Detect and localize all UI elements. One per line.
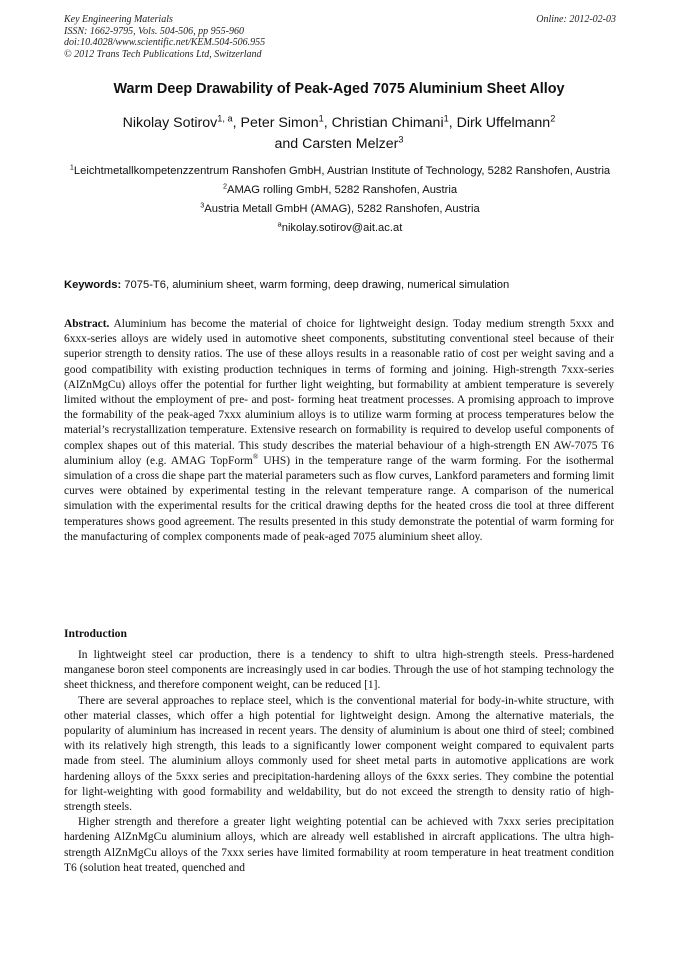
- keywords-text: 7075-T6, aluminium sheet, warm forming, deep drawing, numerical simulation: [121, 279, 510, 291]
- email-text: nikolay.sotirov@ait.ac.at: [281, 222, 403, 234]
- affiliations: [64, 164, 616, 236]
- abstract-text-1: Aluminium has become the material of choice for lightweight design. Today medium strength 5xxx and 6xxx-series alloys are widely used in automotive sheet components, substituting conventional steel because of their superior strength to density ratios. The use of these alloys results in a reasonable ratio of cost per weight saving and a good compatibility with existing production techniques in terms of forming and joining. High-strength 7xxx-series (AlZnMgCu) alloys offer the potential for further light weighting, but formability at ambient temperature is severely limited without the employment of pre- and post- forming heat treatment processes. A promising approach to improve the formability of the peak-aged 7xxx aluminium alloys is to utilize warm forming at process temperatures below the material’s recrystallization temperature. Extensive research on formability is required to develop useful components of complex shapes out of this material. This study describes the material behaviour of a high-strength EN AW-7075 T6 aluminium alloy (e.g. AMAG TopForm: [64, 318, 614, 467]
- author-sup: 1: [318, 113, 324, 124]
- author-sup: 1: [443, 113, 449, 124]
- keywords-label: Keywords:: [64, 279, 122, 291]
- author-uffelmann: , Dirk Uffelmann: [448, 115, 551, 131]
- section-heading-introduction: Introduction: [64, 627, 127, 640]
- keywords-line: [64, 278, 624, 292]
- registered-mark: ®: [252, 452, 259, 462]
- online-date: Online: 2012-02-03: [536, 14, 616, 25]
- affiliation-sup: 1: [69, 162, 74, 172]
- journal-header: [64, 14, 616, 60]
- affiliation-1: [64, 164, 616, 179]
- author-melzer: and Carsten Melzer: [274, 136, 399, 152]
- intro-paragraph-2: There are several approaches to replace steel, which is the conventional material for body-in-white structure, with other material classes, which offer a high potential for lightweight design. Among the alternative materials, the popularity of aluminium has increased in recent years. The density of aluminium is about one third of steel; combined with its relatively high strength, this leads to a significantly lower component weight compared to equivalent parts made from steel. The aluminium alloys commonly used for sheet metal parts in automotive applications are work hardening alloys of the 5xxx series and precipitation-hardening alloys of the 6xxx series. They combine the potential for light-weighting with good formability and weldability, but do not exceed the strength to density ratio of high-strength steels.: [64, 694, 614, 814]
- intro-paragraph-3: Higher strength and therefore a greater light weighting potential can be achieved with 7xxx series precipitation hardening AlZnMgCu aluminium alloys, which are already well established in aircraft applications. The ultra high-strength AlZnMgCu alloys of the 7xxx series have limited formability at room temperature in heat treatment condition T6 (solution heat treated, quenched and: [64, 816, 614, 874]
- author-line-1: [40, 113, 638, 134]
- author-chimani: , Christian Chimani: [323, 115, 444, 131]
- author-sotirov: Nikolay Sotirov: [122, 115, 218, 131]
- copyright-line: © 2012 Trans Tech Publications Ltd, Switzerland: [64, 48, 262, 60]
- author-line-2: [40, 134, 638, 155]
- abstract-paragraph: [64, 317, 614, 545]
- abstract-text-2: UHS) in the temperature range of the warm forming. For the isothermal simulation of a cross die shape part the material parameters such as flow curves, Lankford parameters and forming limit curves were obtained by experimental testing in the relevant temperature range. A comparison of the numerical simulation with the experimental results for the critical drawing depths for the heated cross die tool at three different temperatures shows good agreement. The results presented in this study demonstrate the potential of warm forming for the manufacturing of complex components made of peak-aged 7075 aluminium sheet alloy.: [64, 454, 614, 543]
- paper-title: Warm Deep Drawability of Peak-Aged 7075 Aluminium Sheet Alloy: [113, 81, 565, 97]
- affiliation-sup: 3: [200, 200, 205, 210]
- affiliation-3: [64, 202, 616, 217]
- author-list: [40, 113, 638, 155]
- intro-paragraph-1: In lightweight steel car production, there is a tendency to shift to ultra high-strength steels. Press-hardened manganese boron steel components are increasingly used in car bodies. Through the use of hot stamping technology the sheet thickness, and therefore component weight, can be reduced [1].: [64, 649, 614, 692]
- abstract-label: Abstract.: [64, 318, 110, 330]
- doi-line: doi:10.4028/www.scientific.net/KEM.504-506.955: [64, 37, 266, 49]
- affiliation-2: [64, 183, 616, 198]
- author-sup: 1, a: [217, 113, 233, 124]
- author-sup: 2: [550, 113, 556, 124]
- affiliation-text: Leichtmetallkompetenzzentrum Ranshofen GmbH, Austrian Institute of Technology, 5282 Ranshofen, Austria: [73, 165, 611, 177]
- email-sup: a: [277, 219, 282, 229]
- author-email: [64, 221, 616, 236]
- introduction-body: [64, 648, 614, 876]
- affiliation-text: AMAG rolling GmbH, 5282 Ranshofen, Austria: [226, 184, 458, 196]
- author-sup: 3: [398, 134, 404, 145]
- journal-name: Key Engineering Materials: [64, 14, 173, 25]
- author-simon: , Peter Simon: [232, 115, 319, 131]
- affiliation-text: Austria Metall GmbH (AMAG), 5282 Ranshofen, Austria: [204, 203, 480, 215]
- issn-line: ISSN: 1662-9795, Vols. 504-506, pp 955-960: [64, 25, 244, 37]
- affiliation-sup: 2: [222, 181, 227, 191]
